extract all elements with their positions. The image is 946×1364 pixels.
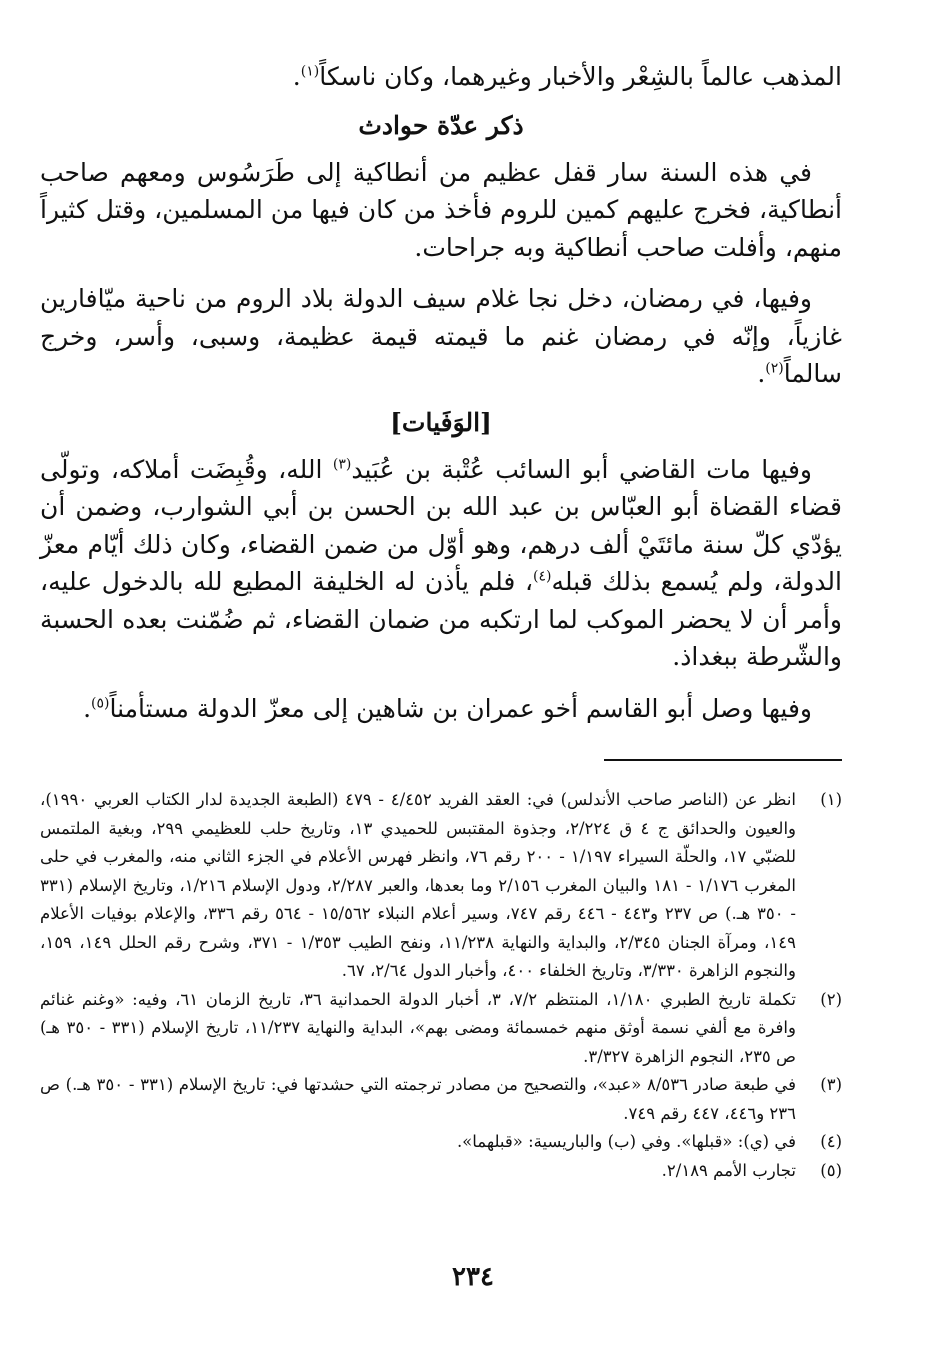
footnote-separator [604,759,842,761]
paragraph-abu-qasim-end: . [83,693,92,723]
paragraph-gap [40,266,842,280]
section-heading-events: ذكر عدّة حوادث [358,110,524,140]
paragraph-judge [40,451,842,676]
footnote-number: (١) [820,790,842,809]
paragraph-judge-text-a: وفيها مات القاضي أبو السائب عُتْبة بن عُبَيد [351,454,812,484]
footnote-ref-2[interactable]: (٢) [765,360,784,377]
footnote-number: (٢) [820,989,842,1009]
footnote-ref-5[interactable]: (٥) [91,695,110,712]
opening-line-text: المذهب عالماً بالشِعْر والأخبار وغيرهما، وكان ناسكاً [319,62,842,91]
footnote-number: (٣) [820,1075,842,1094]
footnote-ref-4[interactable]: (٤) [533,568,552,585]
opening-line-end: . [292,62,301,91]
footnote-number: (٤) [820,1132,842,1151]
footnotes [40,786,842,1185]
paragraph-gap [40,676,842,690]
footnote-text: تجارب الأمم ٢/١٨٩. [661,1160,796,1180]
footnote-text: انظر عن (الناصر صاحب الأندلس) في: العقد الفريد ٤/٤٥٢ - ٤٧٩ (الطبعة الجديدة لدار الكتاب العربي ١٩٩٠)، والعيون والحدائق ج ٤ ق ٢/٢٢٤، وجذوة المقتبس للحميدي ١٣، وتاريخ حلب للعظيمي ٢٩٩، وبغية الملتمس للضبّي ١٧، والحلّة السيراء ١/١٩٧ - ٢٠٠ رقم ٧٦، وانظر فهرس الأعلام في الجزء الثاني منه، والمغرب في حلى المغرب ١/١٧٦ - ١٨١ والبيان المغرب ٢/١٥٦ وما بعدها، والعبر ٢/٢٨٧، ودول الإسلام ١/٢١٦، وتاريخ الإسلام (٣٣١ - ٣٥٠ هـ.) ص ٢٣٧ و٤٤٣ - ٤٤٦ رقم ٧٤٧، وسير أعلام النبلاء ١٥/٥٦٢ - ٥٦٤ رقم ٣٣٦، والإعلام بوفيات الأعلام ١٤٩، ومرآة الجنان ٢/٣٤٥، والبداية والنهاية ١١/٢٣٨، ونفح الطيب ١/٣٥٣ - ٣٧١، وشرح رقم الحلل ١٤٩، ١٥٩، والنجوم الزاهرة ٣/٣٣٠، وتاريخ الخلفاء ٤٠٠، وأخبار الدول ٢/٦٤، ٦٧. [40,790,797,980]
footnote-text: في (ي): «قبلها». وفي (ب) والباريسية: «قبلهما». [456,1132,796,1151]
footnote [40,1071,842,1128]
footnote-number: (٥) [820,1160,842,1180]
paragraph-ramadan-raid-text: وفيها، في رمضان، دخل نجا غلام سيف الدولة بلاد الروم من ناحية ميّافارين غازياً، وإنّه في رمضان غنم ما قيمته قيمة عظيمة، وسبى، وأسر، وخرج سالماً [40,284,842,388]
footnote [40,1157,842,1186]
footnote-text: تكملة تاريخ الطبري ١/١٨٠، المنتظم ٧/٢، ٣، أخبار الدولة الحمدانية ٣٦، تاريخ الزمان ٦١، وفيه: «وغنم غنائم وافرة مع ألفي نسمة أوثق منهم خمسمائة ومضى بهم»، البداية والنهاية ١١/٢٣٧، تاريخ الإسلام (٣٣١ - ٣٥٠ هـ) ص ٢٣٥، النجوم الزاهرة ٣/٣٢٧. [40,989,796,1066]
page-number: ٢٣٤ [452,1262,494,1292]
footnote-ref-3[interactable]: (٣) [332,456,352,473]
footnote [40,1128,842,1157]
paragraph-judge-text-c: ، فلم يأذن له الخليفة المطيع لله بالدخول عليه، وأمر أن لا يحضر الموكب لما ارتكبه من ضمان القضاء، ثم ضُمّنت بعده الحسبة والشّرطة ببغداذ. [40,567,842,671]
paragraph-ramadan-raid-end: . [757,359,766,388]
section-heading-deaths: [الوَفَيات] [390,407,492,437]
footnote [40,986,842,1072]
footnote-text: في طبعة صادر ٨/٥٣٦ «عبد»، والتصحيح من مصادر ترجمته التي حشدتها في: تاريخ الإسلام (٣٣١ - ٣٥٠ هـ.) ص ٢٣٦ و٤٤٦، ٤٤٧ رقم ٧٤٩. [40,1075,796,1123]
paragraph-ramadan-raid [40,280,842,393]
opening-line [40,58,842,96]
paragraph-judge-text-b: الله، وقُبِضَت أملاكه، وتولّى قضاء القضاة أبو العبّاس بن عبد الله بن الحسن بن أبي الشوارب، وضمن أن يؤدّي كلّ سنة مائتَيْ ألف درهم، وهو أوّل من ضمن القضاء، وكان ذلك أيّام معزّ الدولة، ولم يُسمع بذلك قبله [40,454,842,596]
main-text [40,58,842,727]
footnote-ref-1[interactable]: (١) [300,63,320,80]
footnote [40,786,842,986]
paragraph-caravan: في هذه السنة سار قفل عظيم من أنطاكية إلى طَرَسُوس ومعهم صاحب أنطاكية، فخرج عليهم كمين للروم فأخذ من كان فيها من المسلمين، وقتل كثيراً منهم، وأفلت صاحب أنطاكية وبه جراحات. [40,157,842,262]
paragraph-abu-qasim-text: وفيها وصل أبو القاسم أخو عمران بن شاهين إلى معزّ الدولة مستأمناً [109,693,812,723]
paragraph-abu-qasim [40,690,842,728]
